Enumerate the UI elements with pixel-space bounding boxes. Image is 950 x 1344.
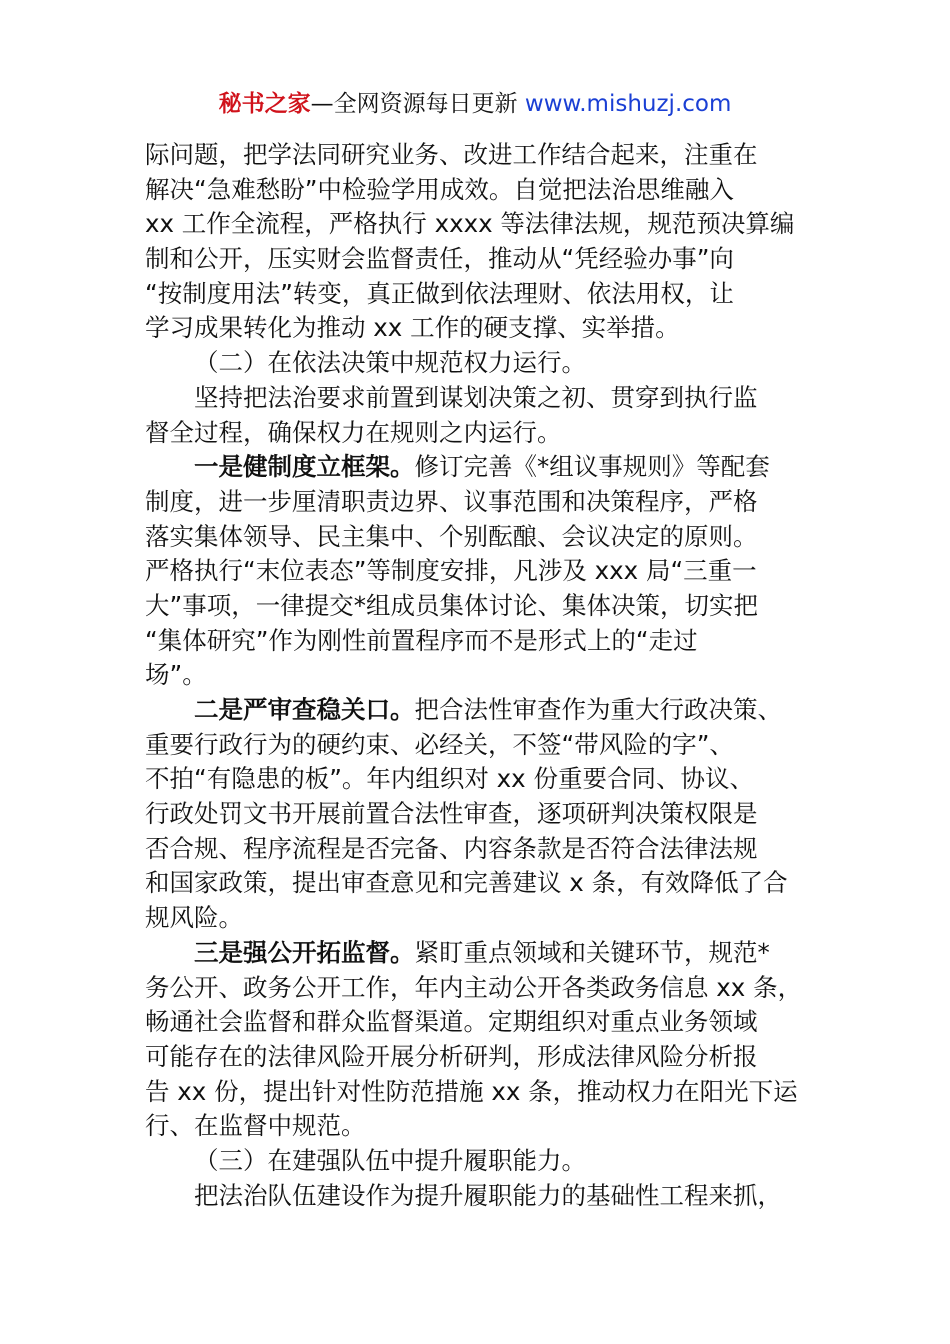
- text-line: “集体研究”作为刚性前置程序而不是形式上的“走过: [145, 625, 698, 655]
- text-line: [145, 450, 820, 485]
- text-line: 行政处罚文书开展前置合法性审查，逐项研判决策权限是: [145, 799, 758, 829]
- paragraph: [145, 381, 820, 450]
- text-line: 制和公开，压实财会监督责任，推动从“凭经验办事”向: [145, 244, 734, 274]
- text-line: 行、在监督中规范。: [145, 1111, 366, 1141]
- text-line: 督全过程，确保权力在规则之内运行。: [145, 417, 562, 447]
- lead-rest: 修订完善《*组议事规则》等配套: [414, 452, 770, 482]
- text-line: 重要行政行为的硬约束、必经关，不签“带风险的字”、: [145, 729, 734, 759]
- text-line: 规风险。: [145, 903, 243, 933]
- text-line: 际问题，把学法同研究业务、改进工作结合起来，注重在: [145, 140, 758, 169]
- section-heading: [145, 1144, 820, 1179]
- header-tagline: —全网资源每日更新: [310, 91, 518, 117]
- text-line: 否合规、程序流程是否完备、内容条款是否符合法律法规: [145, 833, 758, 863]
- section-heading: [145, 346, 820, 381]
- text-line: 学习成果转化为推动 xx 工作的硬支撑、实举措。: [145, 313, 680, 343]
- text-line: 畅通社会监督和群众监督渠道。定期组织对重点业务领域: [145, 1007, 758, 1037]
- text-line: 坚持把法治要求前置到谋划决策之初、贯穿到执行监: [194, 382, 758, 412]
- text-line: 可能存在的法律风险开展分析研判，形成法律风险分析报: [145, 1041, 758, 1071]
- paragraph-lead: 三是强公开拓监督。: [194, 937, 415, 967]
- lead-rest: 把合法性审查作为重大行政决策、: [414, 695, 782, 724]
- text-line: 务公开、政务公开工作，年内主动公开各类政务信息 xx 条，: [145, 972, 803, 1002]
- lead-rest: 紧盯重点领域和关键环节，规范*: [414, 937, 770, 967]
- text-line: [145, 936, 820, 971]
- text-line: 制度，进一步厘清职责边界、议事范围和决策程序，严格: [145, 486, 758, 516]
- text-line: 落实集体领导、民主集中、个别酝酿、会议决定的原则。: [145, 521, 758, 551]
- paragraph-lead: 二是严审查稳关口。: [194, 695, 415, 724]
- paragraph-lead: 一是健制度立框架。: [194, 452, 415, 482]
- paragraph: [145, 693, 820, 936]
- text-line: 解决“急难愁盼”中检验学用成效。自觉把法治思维融入: [145, 174, 734, 204]
- site-url-link[interactable]: www.mishuzj.com: [524, 91, 732, 117]
- site-header: [0, 88, 950, 120]
- text-line: 和国家政策，提出审查意见和完善建议 x 条，有效降低了合: [145, 868, 788, 898]
- text-line: 把法治队伍建设作为提升履职能力的基础性工程来抓，: [194, 1180, 782, 1210]
- text-line: 告 xx 份，提出针对性防范措施 xx 条，推动权力在阳光下运: [145, 1076, 798, 1106]
- brand-name: 秘书之家: [218, 91, 311, 117]
- document-body: [145, 138, 820, 1213]
- paragraph: [145, 1179, 820, 1214]
- text-line: “按制度用法”转变，真正做到依法理财、依法用权，让: [145, 278, 734, 308]
- text-line: [145, 693, 820, 728]
- paragraph: [145, 936, 820, 1144]
- heading-line: （二）在依法决策中规范权力运行。: [194, 348, 586, 378]
- text-line: 大”事项，一律提交*组成员集体讨论、集体决策，切实把: [145, 590, 758, 620]
- text-line: 不拍“有隐患的板”。年内组织对 xx 份重要合同、协议、: [145, 764, 754, 794]
- text-line: xx 工作全流程，严格执行 xxxx 等法律法规，规范预决算编: [145, 209, 795, 239]
- text-line: 严格执行“末位表态”等制度安排，凡涉及 xxx 局“三重一: [145, 556, 757, 586]
- text-line: 场”。: [145, 660, 207, 690]
- paragraph: [145, 450, 820, 693]
- heading-line: （三）在建强队伍中提升履职能力。: [194, 1145, 586, 1175]
- paragraph: [145, 138, 820, 346]
